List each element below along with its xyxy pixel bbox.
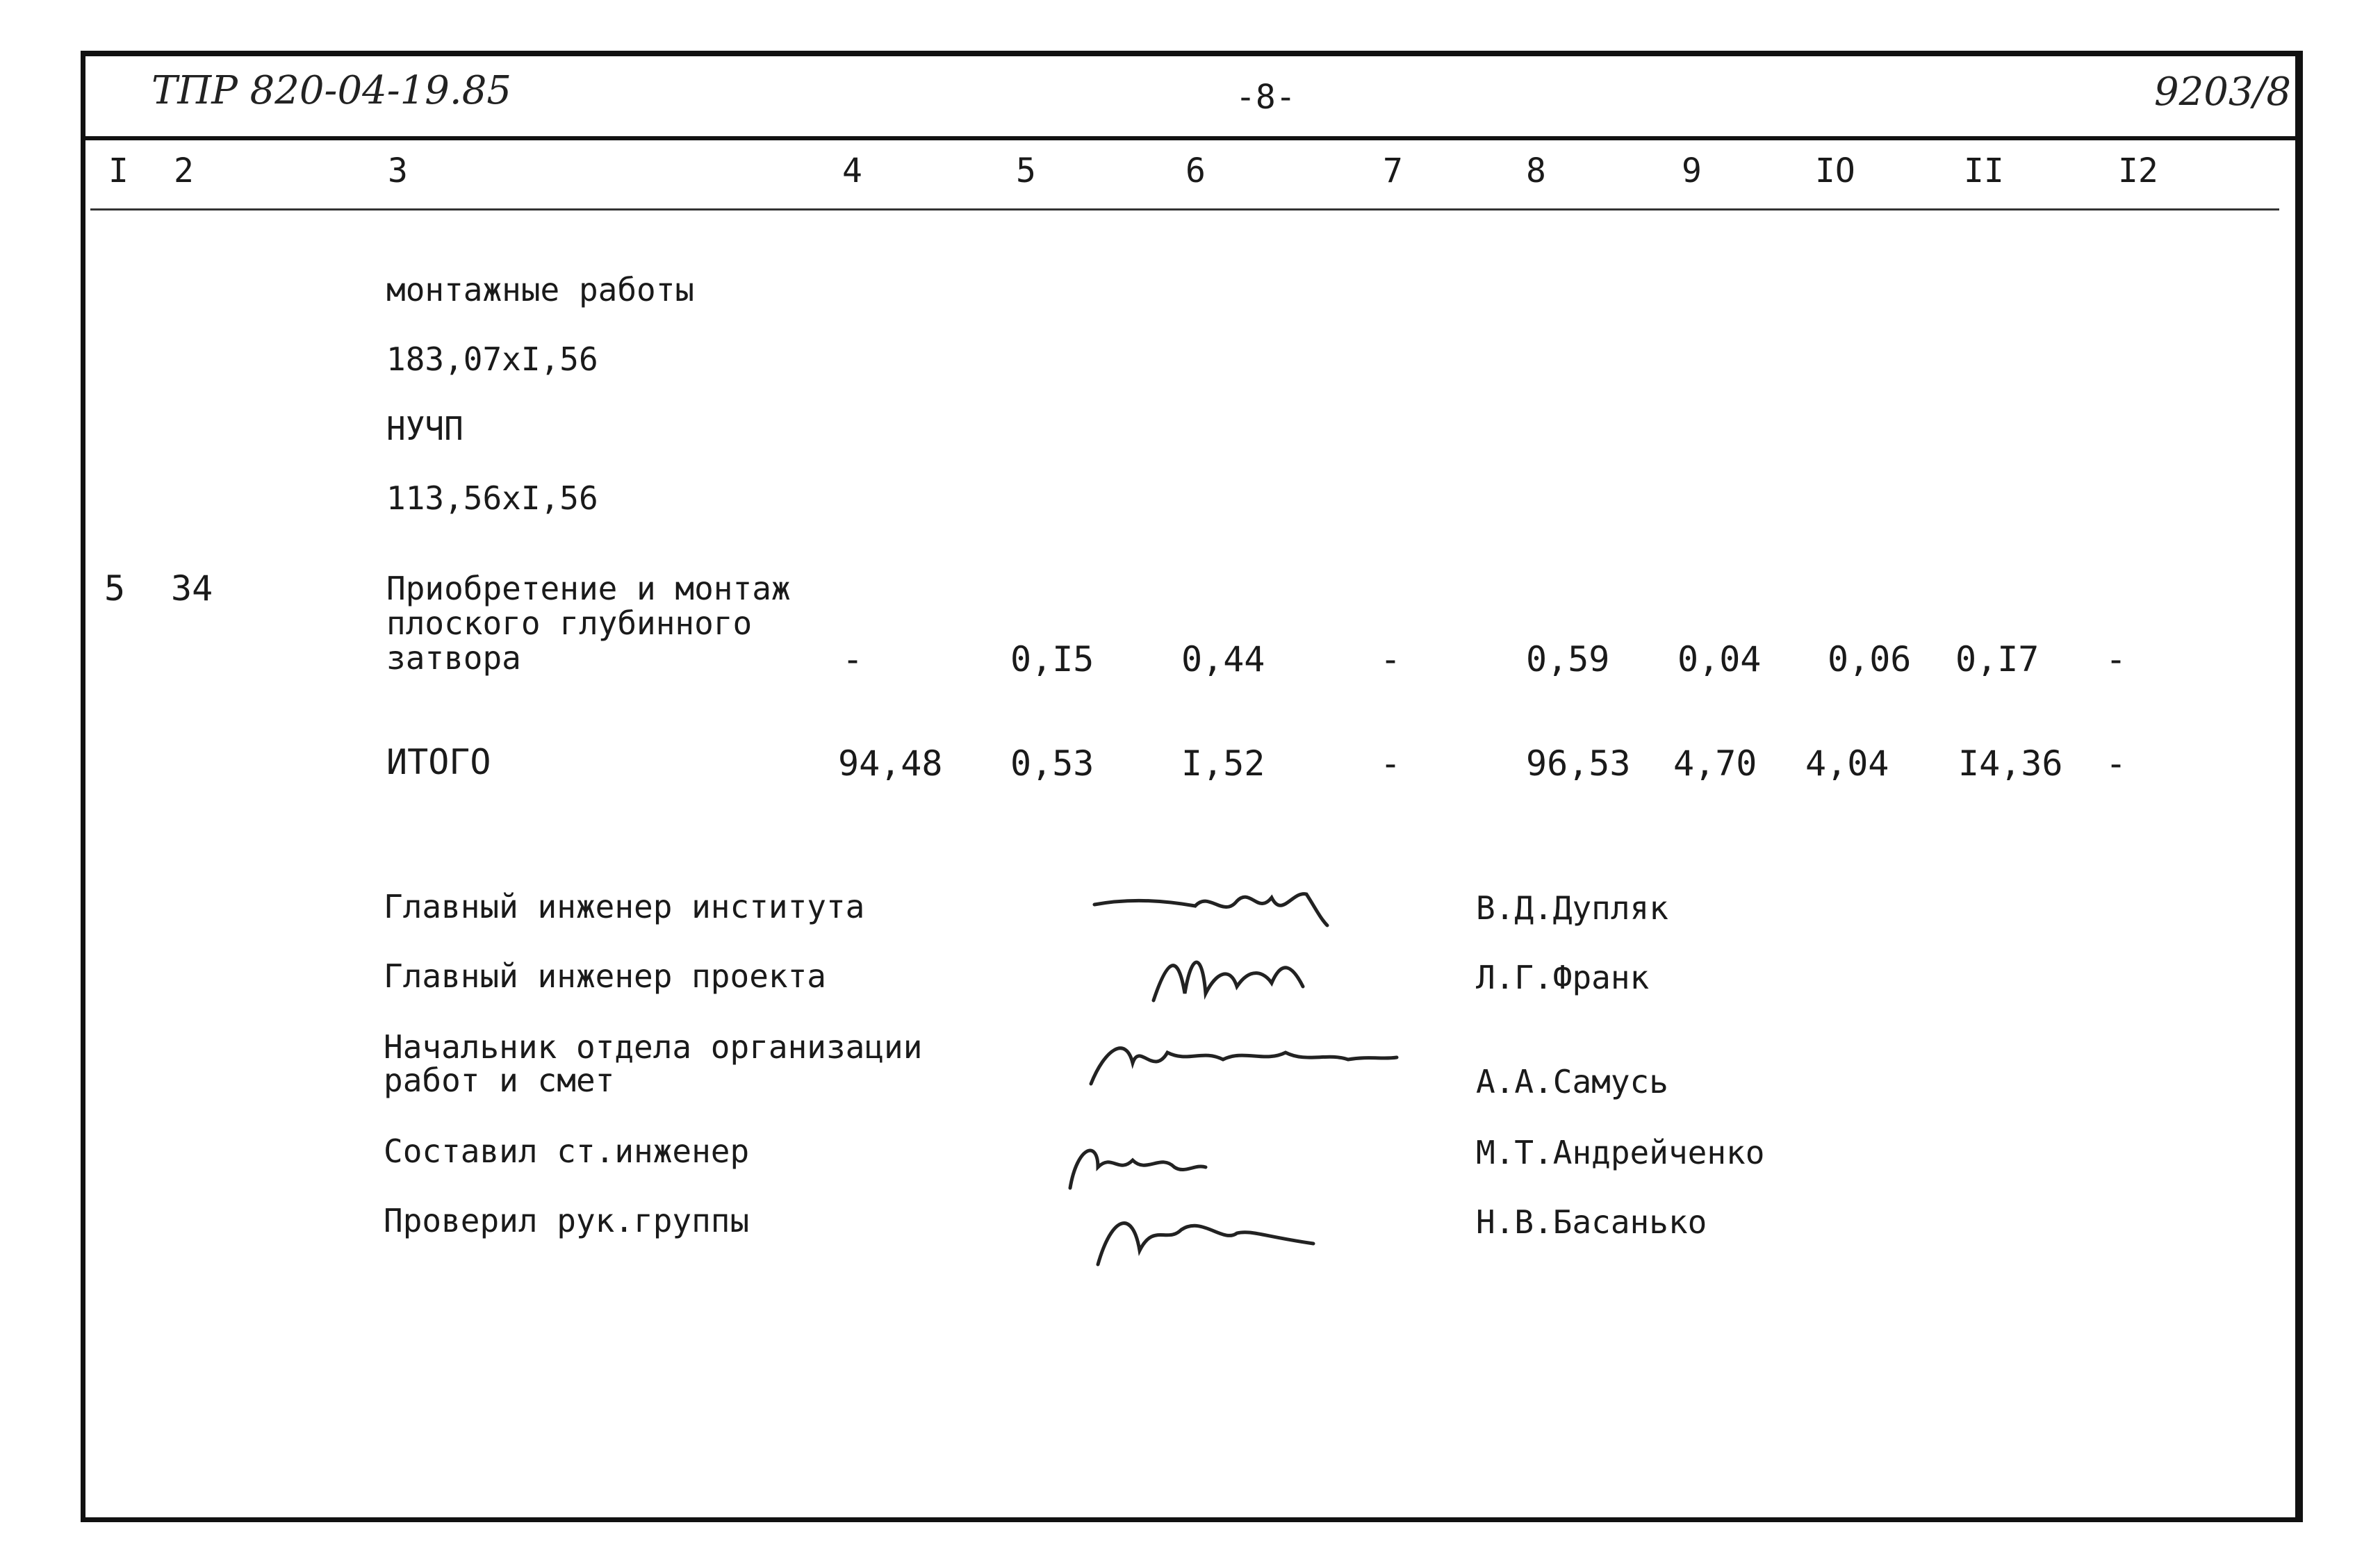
total-value: 94,48: [838, 743, 943, 784]
column-header: 2: [174, 151, 194, 190]
total-value: 4,70: [1673, 743, 1757, 784]
header-rule: [81, 136, 2303, 140]
total-value: 96,53: [1526, 743, 1631, 784]
row-description: затвора: [386, 639, 521, 677]
total-value: 4,04: [1805, 743, 1889, 784]
signatory-name: В.Д.Дупляк: [1476, 889, 1668, 927]
signatory-role: Главный инженер проекта: [384, 957, 826, 995]
signatory-name: Л.Г.Франк: [1476, 959, 1650, 996]
row-value: -: [1380, 639, 1402, 679]
text-line: НУЧП: [386, 410, 463, 447]
row-value: 0,59: [1526, 639, 1610, 679]
row-code: 34: [171, 568, 213, 609]
row-value: 0,06: [1828, 639, 1912, 679]
column-header: 3: [388, 151, 408, 190]
row-value: 0,I7: [1955, 639, 2040, 679]
signatory-name: Н.В.Басанько: [1476, 1203, 1707, 1241]
signatory-role: Главный инженер института: [384, 888, 865, 925]
total-value: -: [1380, 743, 1402, 784]
column-header: I: [108, 151, 129, 190]
signature-scribble: [1056, 1132, 1209, 1195]
signature-scribble: [1070, 1021, 1404, 1091]
page-number: -8-: [1236, 78, 1296, 117]
column-header: 5: [1016, 151, 1036, 190]
total-value: I,52: [1181, 743, 1265, 784]
row-value: -: [842, 639, 864, 679]
signatory-name: А.А.Самусь: [1476, 1063, 1668, 1100]
row-value: 0,04: [1677, 639, 1762, 679]
total-value: -: [2106, 743, 2127, 784]
row-value: -: [2106, 639, 2127, 679]
row-value: 0,I5: [1010, 639, 1094, 679]
signature-scribble: [1091, 877, 1341, 939]
text-line: 113,56xI,56: [386, 479, 598, 517]
column-header: 6: [1185, 151, 1206, 190]
signatory-role: Составил ст.инженер: [384, 1132, 750, 1170]
row-description: Приобретение и монтаж: [386, 570, 791, 607]
signatory-role: Начальник отдела организации: [384, 1028, 923, 1066]
sheet-code: 9203/8: [2154, 69, 2292, 115]
signatory-role: работ и смет: [384, 1062, 615, 1099]
row-value: 0,44: [1181, 639, 1265, 679]
column-header: I2: [2118, 151, 2158, 190]
text-line: 183,07xI,56: [386, 340, 598, 378]
signature-scribble: [1084, 1195, 1320, 1271]
total-label: ИТОГО: [386, 742, 491, 782]
column-header-rule: [90, 208, 2279, 211]
total-value: 0,53: [1010, 743, 1094, 784]
doc-code: ТПР 820-04-19.85: [151, 68, 511, 113]
total-value: I4,36: [1958, 743, 2063, 784]
signatory-name: М.Т.Андрейченко: [1476, 1134, 1765, 1171]
text-line: монтажные работы: [386, 271, 695, 308]
signature-scribble: [1147, 945, 1313, 1007]
row-description: плоского глубинного: [386, 604, 753, 642]
column-header: 8: [1526, 151, 1546, 190]
column-header: 4: [842, 151, 862, 190]
column-header: 9: [1682, 151, 1702, 190]
signatory-role: Проверил рук.группы: [384, 1202, 750, 1239]
row-index: 5: [104, 568, 126, 609]
column-header: II: [1964, 151, 2004, 190]
column-header: 7: [1383, 151, 1403, 190]
column-header: IO: [1815, 151, 1855, 190]
